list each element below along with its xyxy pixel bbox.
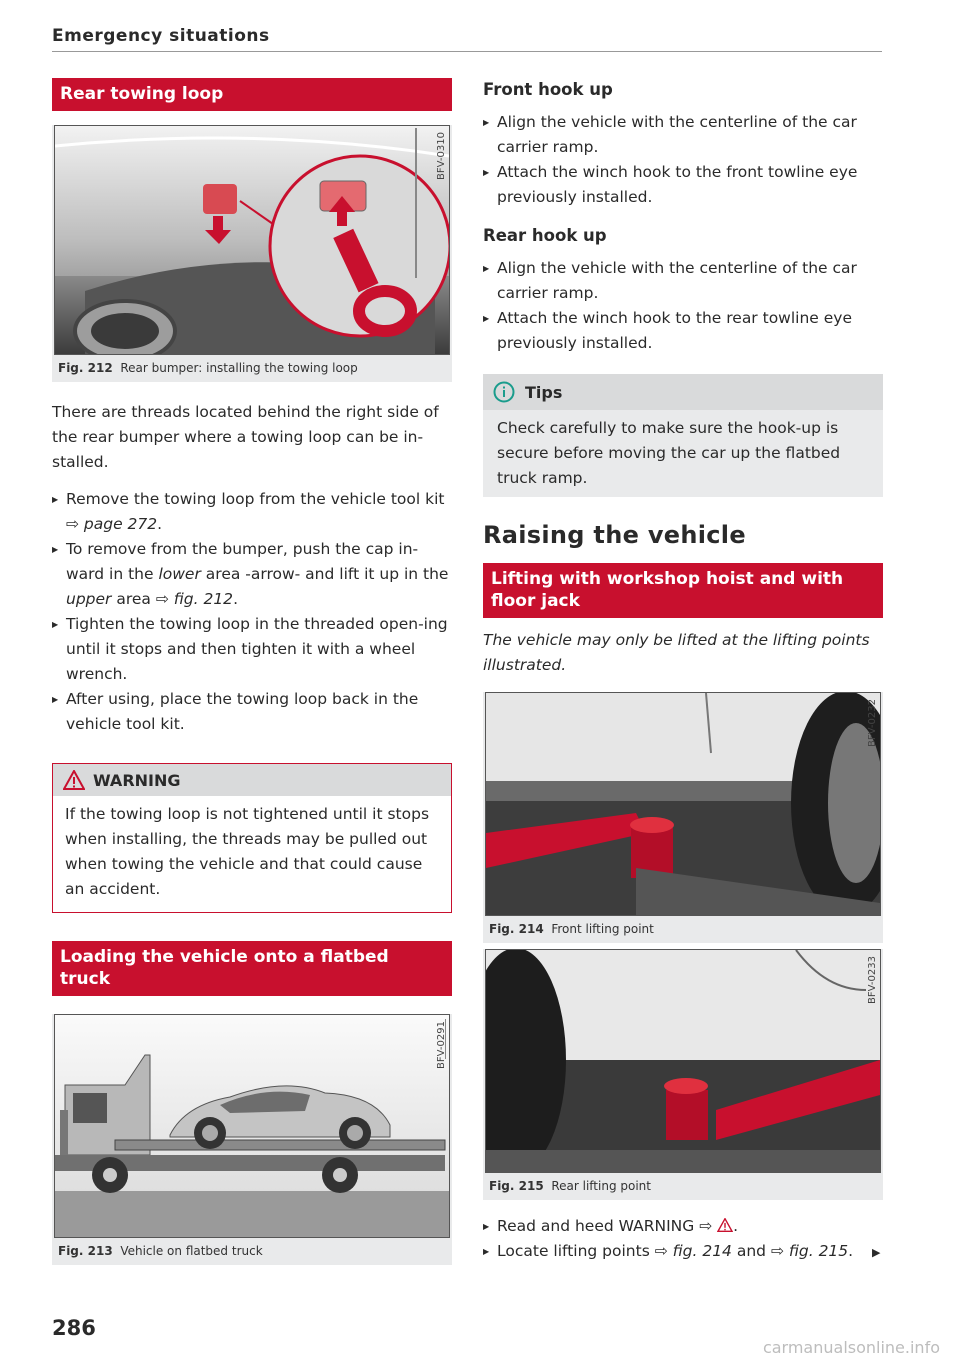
watermark: carmanualsonline.info [762,1338,940,1357]
figure-213 [52,1014,452,1265]
step-read-warning-end: . [733,1217,739,1235]
step2-text-c: area [111,590,156,608]
raising-title: Raising the vehicle [483,521,746,549]
lifting-intro: The vehicle may only be lifted at the lifting points illustrated. [483,631,870,674]
info-icon [493,381,515,403]
figure-215 [483,949,883,1200]
figure-213-caption [52,1238,452,1265]
warning-title: WARNING [93,770,181,790]
warning-header [53,764,451,796]
lifting-steps [483,1214,883,1265]
tips-header [483,374,883,410]
figure-212-image [54,125,450,355]
warning-box [52,763,452,913]
warning-triangle-icon [63,770,85,790]
rear-towing-title: Rear towing loop [52,78,452,111]
figure-212-label: Fig. 212 [58,361,113,375]
step-read-warning-text: Read and heed WARNING [497,1217,700,1235]
step1-end: . [157,515,163,533]
figure-213-label: Fig. 213 [58,1244,113,1258]
figure-214-image [485,692,881,916]
rear-hook-step-align: ▶ Align the vehicle with the centerline of the car carrier ramp. [483,256,883,306]
front-hook-title: Front hook up [483,80,613,99]
right-column [483,78,883,1265]
flatbed-truck-illustration [55,1015,449,1237]
figure-214-label: Fig. 214 [489,922,544,936]
fig-215-link[interactable]: ⇨ fig. 215 [770,1242,849,1260]
step2-upper: upper [66,590,112,608]
tips-title: Tips [525,382,563,402]
figure-215-image [485,949,881,1173]
figure-213-code: BFV-0291 [436,1021,447,1069]
rear-hook-step-attach: ▶ Attach the winch hook to the rear towline eye previously installed. [483,306,883,356]
rear-bumper-illustration [55,126,449,354]
figure-215-caption [483,1173,883,1200]
step2-text-a: To remove from the bumper, push the cap in-ward in the [66,540,419,583]
step2-text-b: area -arrow- and lift it up in the [200,565,449,583]
step-locate-and: and [731,1242,771,1260]
figure-215-caption-text: Rear lifting point [551,1179,651,1193]
step-store-loop: ▶ After using, place the towing loop back in the vehicle tool kit. [52,687,452,737]
warning-ref-arrow[interactable]: ⇨ [699,1217,713,1235]
figure-212 [52,125,452,382]
rear-towing-intro: There are threads located behind the right side of the rear bumper where a towing loop can be in-stalled. [52,403,439,471]
step-remove-cap [52,537,452,612]
header-rule [52,51,882,52]
step-locate-text: Locate lifting points [497,1242,655,1260]
tips-text: Check carefully to make sure the hook-up is secure before moving the car up the flatbed truck ramp. [497,419,841,487]
continue-arrow-icon: ▶ [872,1246,881,1259]
tips-box [483,374,883,497]
front-hook-step-align: ▶ Align the vehicle with the centerline of the car carrier ramp. [483,110,883,160]
fig-214-link[interactable]: ⇨ fig. 214 [654,1242,732,1260]
figure-213-caption-text: Vehicle on flatbed truck [120,1244,263,1258]
figure-212-code: BFV-0310 [436,132,447,180]
step-read-warning [483,1214,883,1239]
figure-214 [483,692,883,943]
page-number: 286 [52,1316,96,1340]
step-locate-points [483,1239,883,1265]
step-tighten-loop: ▶ Tighten the towing loop in the threaded open-ing until it stops and then tighten it with a wheel wrench. [52,612,452,687]
figure-215-label: Fig. 215 [489,1179,544,1193]
front-hook-steps [483,110,883,210]
step2-end: . [233,590,238,608]
figure-213-image [54,1014,450,1238]
warning-triangle-icon[interactable] [717,1218,733,1232]
lifting-subtitle: Lifting with workshop hoist and with floor jack [483,563,883,618]
rear-hook-steps [483,256,883,356]
figure-212-caption [52,355,452,382]
figure-212-caption-text: Rear bumper: installing the towing loop [120,361,358,375]
section-header: Emergency situations [52,26,270,46]
front-lifting-point-illustration [486,693,880,915]
figure-214-code: BFV-0232 [867,699,878,747]
page-272-link[interactable]: ⇨ page 272 [66,515,158,533]
step2-lower: lower [158,565,201,583]
rear-lifting-point-illustration [486,950,880,1172]
figure-215-code: BFV-0233 [867,956,878,1004]
flatbed-title: Loading the vehicle onto a flatbed truck [52,941,452,996]
step-remove-loop [52,487,452,537]
rear-hook-title: Rear hook up [483,226,607,245]
warning-text: If the towing loop is not tightened until it stops when installing, the threads may be pulled out when towing the vehicle and that could cause an accident. [65,805,430,898]
figure-214-caption [483,916,883,943]
step1-text: Remove the towing loop from the vehicle tool kit [66,490,445,508]
fig-212-link[interactable]: ⇨ fig. 212 [155,590,234,608]
step-locate-end: . [848,1242,854,1260]
left-column [52,78,452,1265]
front-hook-step-attach: ▶ Attach the winch hook to the front towline eye previously installed. [483,160,883,210]
figure-214-caption-text: Front lifting point [551,922,654,936]
rear-towing-steps [52,487,452,737]
